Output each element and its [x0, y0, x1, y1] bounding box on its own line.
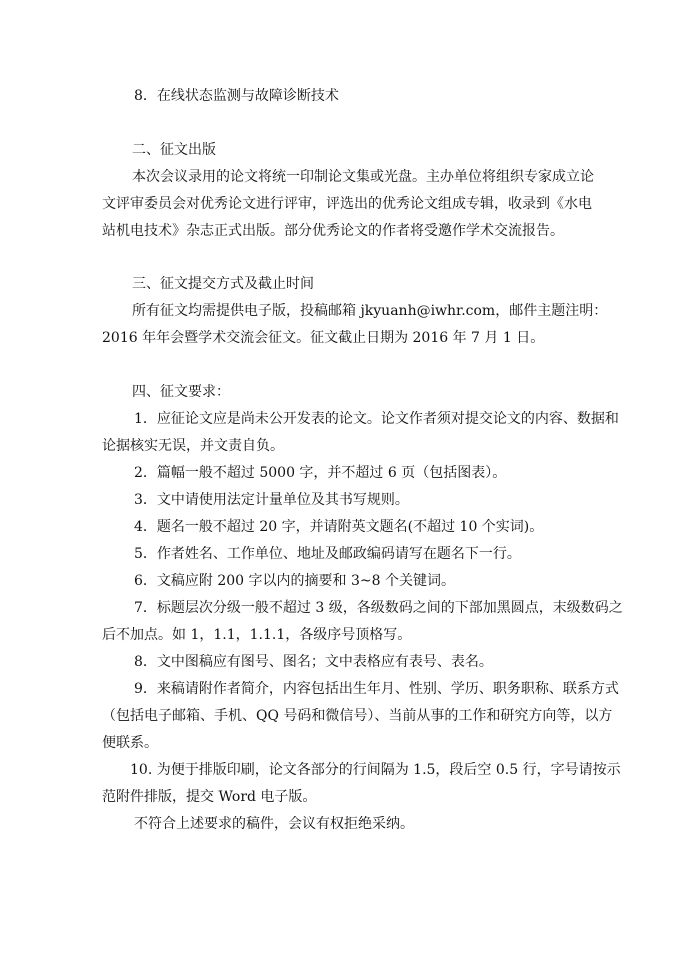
submission-paragraph-line: 2016 年年会暨学术交流会征文。征文截止日期为 2016 年 7 月 1 日。 — [102, 330, 545, 346]
section-heading-requirements: 四、征文要求： — [132, 384, 230, 400]
topic-item-8: 8．在线状态监测与故障诊断技术 — [134, 88, 339, 104]
requirement-line: 范附件排版，提交 Word 电子版。 — [102, 789, 317, 805]
requirement-line: 1．应征论文应是尚未公开发表的论文。论文作者须对提交论文的内容、数据和 — [134, 411, 619, 427]
requirement-line: 5．作者姓名、工作单位、地址及邮政编码请写在题名下一行。 — [134, 546, 521, 562]
requirement-line: 6．文稿应附 200 字以内的摘要和 3~8 个关键词。 — [134, 573, 455, 589]
requirement-line: 便联系。 — [102, 735, 158, 751]
requirement-line: 4．题名一般不超过 20 字，并请附英文题名(不超过 10 个实词)。 — [134, 519, 544, 535]
section-heading-submission: 三、征文提交方式及截止时间 — [132, 276, 314, 292]
section-heading-publication: 二、征文出版 — [132, 142, 216, 158]
requirement-line: （包括电子邮箱、手机、QQ 号码和微信号）、当前从事的工作和研究方向等，以方 — [102, 708, 613, 724]
publication-paragraph-line: 本次会议录用的论文将统一印制论文集或光盘。主办单位将组织专家成立论 — [132, 169, 594, 185]
requirement-line: 论据核实无误，并文责自负。 — [102, 438, 284, 454]
closing-note: 不符合上述要求的稿件，会议有权拒绝采纳。 — [134, 816, 414, 832]
requirement-line: 2．篇幅一般不超过 5000 字，并不超过 6 页（包括图表）。 — [134, 465, 507, 481]
requirement-line: 10. 为便于排版印刷，论文各部分的行间隔为 1.5，段后空 0.5 行，字号请按示 — [130, 762, 621, 778]
requirement-line: 8．文中图稿应有图号、图名；文中表格应有表号、表名。 — [134, 654, 493, 670]
requirement-line: 3．文中请使用法定计量单位及其书写规则。 — [134, 492, 409, 508]
submission-paragraph-line: 所有征文均需提供电子版，投稿邮箱 jkyuanh@iwhr.com，邮件主题注明： — [132, 303, 608, 319]
publication-paragraph-line: 文评审委员会对优秀论文进行评审，评选出的优秀论文组成专辑，收录到《水电 — [102, 196, 592, 212]
requirement-line: 9．来稿请附作者简介，内容包括出生年月、性别、学历、职务职称、联系方式 — [134, 681, 619, 697]
requirement-line: 后不加点。如 1，1.1，1.1.1，各级序号顶格写。 — [102, 627, 412, 643]
publication-paragraph-line: 站机电技术》杂志正式出版。部分优秀论文的作者将受邀作学术交流报告。 — [102, 223, 564, 239]
requirement-line: 7．标题层次分级一般不超过 3 级，各级数码之间的下部加黑圆点，末级数码之 — [134, 600, 623, 616]
